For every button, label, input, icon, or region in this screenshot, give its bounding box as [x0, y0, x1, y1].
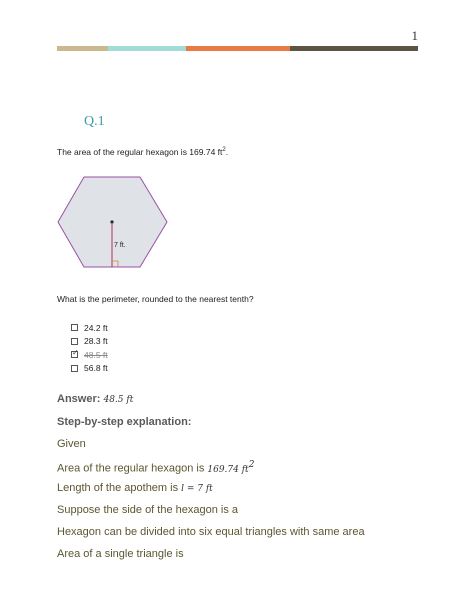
answer-label: Answer: [57, 393, 101, 405]
apothem-given-math: l = 7 ft [181, 484, 213, 494]
checkbox-checked[interactable] [71, 351, 78, 358]
apothem-label: 7 ft. [114, 242, 126, 249]
explanation-heading: Step-by-step explanation: [57, 416, 192, 428]
option-label: 28.3 ft [84, 336, 108, 347]
area-statement-end: . [225, 147, 229, 157]
checkbox[interactable] [71, 324, 78, 331]
option-label: 24.2 ft [84, 322, 108, 333]
area-statement [57, 147, 228, 157]
area-given-line [57, 460, 254, 475]
option-label: 56.8 ft [84, 363, 108, 374]
area-given-sup: 2 [248, 460, 255, 470]
area-given-math: 169.74 ft [207, 464, 249, 475]
option-label: 48.5 ft [84, 349, 108, 360]
answer-line [57, 393, 133, 405]
color-bar-segment-aqua [108, 46, 186, 51]
given-line: Given [57, 438, 86, 450]
area-statement-text: The area of the regular hexagon is 169.74 ft [57, 147, 223, 157]
page-number: 1 [411, 28, 418, 43]
divide-line: Hexagon can be divided into six equal triangles with same area [57, 526, 365, 538]
option-24-2[interactable] [71, 321, 108, 335]
side-line: Suppose the side of the hexagon is a [57, 504, 239, 516]
answer-options [71, 321, 108, 375]
option-56-8[interactable] [71, 362, 108, 376]
checkbox[interactable] [71, 338, 78, 345]
answer-value: 48.5 ft [103, 395, 134, 405]
header-color-bar [57, 46, 418, 51]
area-statement-sup: 2 [222, 147, 226, 154]
option-48-5[interactable] [71, 348, 108, 362]
triangle-line: Area of a single triangle is [57, 548, 184, 560]
checkbox[interactable] [71, 365, 78, 372]
apothem-given-line [57, 482, 213, 494]
question-prompt: What is the perimeter, rounded to the nearest tenth? [57, 294, 254, 304]
color-bar-segment-tan [57, 46, 108, 51]
color-bar-segment-orange [186, 46, 290, 51]
option-28-3[interactable] [71, 335, 108, 349]
hexagon-figure [55, 172, 170, 274]
question-heading: Q.1 [84, 114, 105, 129]
apothem-given-text: Length of the apothem is [57, 482, 179, 494]
area-given-text: Area of the regular hexagon is [57, 462, 205, 475]
color-bar-segment-brown [290, 46, 418, 51]
